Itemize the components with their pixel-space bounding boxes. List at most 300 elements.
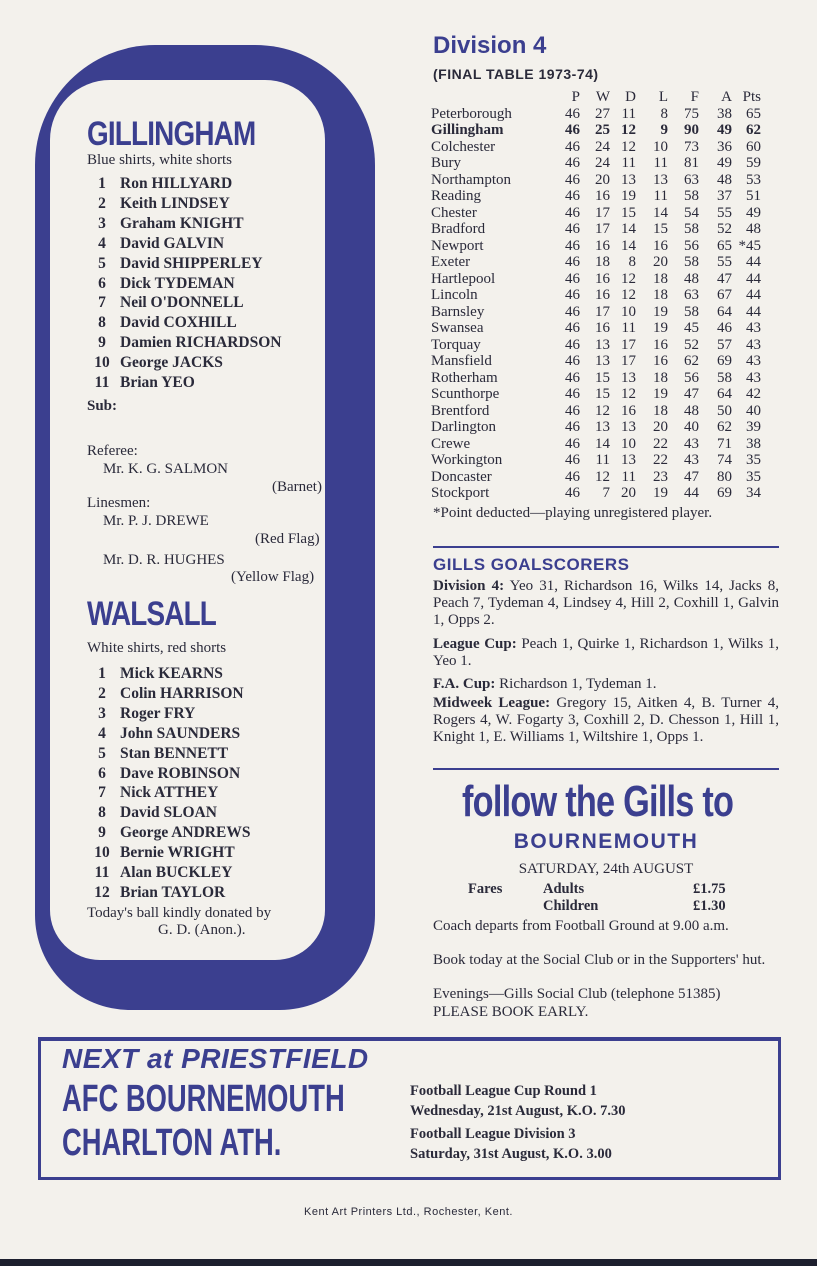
- stat-cell: 34: [746, 485, 761, 501]
- player-name: Colin HARRISON: [120, 684, 244, 702]
- stat-cell: 14: [653, 204, 668, 221]
- stat-cell: 13: [621, 369, 636, 386]
- table-row: [431, 287, 761, 304]
- linesman2-name: Mr. D. R. HUGHES: [103, 552, 225, 568]
- stat-cell: 69: [717, 485, 732, 501]
- stat-cell: 47: [684, 468, 699, 485]
- stat-cell: 65: [746, 105, 761, 122]
- stat-cell: 49: [746, 204, 761, 221]
- table-row: [431, 238, 761, 255]
- walsall-player: [84, 883, 334, 903]
- team-name: Bradford: [431, 221, 486, 237]
- table-row: [431, 304, 761, 321]
- stat-cell: 90: [684, 122, 699, 138]
- player-name: Stan BENNETT: [120, 744, 229, 762]
- player-name: Brian TAYLOR: [120, 883, 226, 901]
- fares-label: Fares: [468, 881, 503, 897]
- stat-cell: 67: [717, 287, 732, 303]
- goals-fa-cup-label: F.A. Cup:: [433, 676, 496, 692]
- stat-cell: 12: [621, 122, 636, 138]
- stat-cell: 48: [717, 171, 732, 188]
- stat-cell: 38: [717, 105, 732, 122]
- stat-cell: 46: [565, 435, 580, 452]
- player-name: Brian YEO: [120, 374, 195, 392]
- player-name: David SHIPPERLEY: [120, 254, 263, 272]
- player-name: George ANDREWS: [120, 824, 251, 842]
- league-table: [431, 89, 761, 502]
- stat-cell: 37: [717, 188, 732, 204]
- stat-cell: 46: [565, 105, 580, 122]
- stat-cell: 56: [684, 237, 699, 254]
- walsall-player: [84, 843, 334, 863]
- stat-cell: 64: [717, 386, 732, 402]
- team-name: Rotherham: [431, 369, 498, 386]
- header-cell: P: [571, 89, 580, 105]
- stat-cell: 16: [595, 237, 610, 254]
- player-name: Ron HILLYARD: [120, 175, 233, 192]
- team-name: Doncaster: [431, 468, 492, 485]
- referee-label: Referee:: [87, 443, 138, 459]
- shirt-number: 5: [98, 744, 106, 762]
- stat-cell: 12: [595, 468, 610, 485]
- table-row: [431, 106, 761, 123]
- stat-cell: 20: [595, 171, 610, 188]
- team-name: Newport: [431, 237, 484, 254]
- stat-cell: 56: [684, 369, 699, 386]
- goals-fa-cup-text: Richardson 1, Tydeman 1.: [499, 676, 657, 692]
- shirt-number: 5: [98, 254, 106, 272]
- player-name: George JACKS: [120, 354, 223, 372]
- shirt-number: 3: [98, 214, 106, 232]
- coach-text: Coach departs from Football Ground at 9.00 a.m.: [433, 918, 729, 934]
- stat-cell: 16: [595, 320, 610, 336]
- stat-cell: 64: [717, 303, 732, 320]
- follow-destination: BOURNEMOUTH: [513, 830, 699, 853]
- walsall-player: [84, 704, 334, 724]
- player-name: Dave ROBINSON: [120, 764, 241, 782]
- team-name: Brentford: [431, 402, 490, 419]
- next-box-top-bar: [38, 1037, 781, 1041]
- divider: [433, 546, 779, 548]
- stat-cell: 12: [621, 138, 636, 155]
- gillingham-kit: Blue shirts, white shorts: [87, 152, 232, 168]
- stat-cell: 17: [595, 303, 610, 320]
- stat-cell: 18: [653, 270, 668, 287]
- stat-cell: 17: [595, 204, 610, 221]
- player-name: Keith LINDSEY: [120, 194, 230, 212]
- team-name: Crewe: [431, 435, 471, 452]
- header-cell: F: [690, 89, 699, 105]
- stat-cell: 46: [565, 171, 580, 188]
- stat-cell: 16: [595, 270, 610, 287]
- stat-cell: 60: [746, 138, 761, 155]
- stat-cell: 46: [565, 155, 580, 171]
- stat-cell: 46: [565, 468, 580, 485]
- header-cell: L: [658, 89, 668, 105]
- division-subtitle: (FINAL TABLE 1973-74): [433, 66, 599, 82]
- walsall-player: [84, 783, 334, 803]
- stat-cell: 46: [565, 336, 580, 353]
- shirt-number: 2: [98, 194, 106, 212]
- stat-cell: 57: [717, 336, 732, 353]
- player-name: Graham KNIGHT: [120, 214, 244, 232]
- stat-cell: 43: [746, 336, 761, 353]
- walsall-player: [84, 863, 334, 883]
- stat-cell: 7: [602, 485, 610, 501]
- gillingham-player: [84, 373, 334, 393]
- children-price: £1.30: [693, 898, 726, 914]
- table-row: [431, 221, 761, 238]
- referee-club: (Barnet): [272, 479, 322, 495]
- stat-cell: 42: [746, 386, 761, 402]
- follow-date: SATURDAY, 24th AUGUST: [518, 861, 694, 877]
- stat-cell: 17: [595, 221, 610, 237]
- stat-cell: 14: [595, 435, 610, 452]
- stat-cell: 58: [684, 303, 699, 320]
- stat-cell: 75: [684, 105, 699, 122]
- stat-cell: 18: [653, 369, 668, 386]
- stat-cell: 19: [653, 485, 668, 501]
- stat-cell: 15: [653, 221, 668, 237]
- stat-cell: 24: [595, 155, 610, 171]
- stat-cell: 24: [595, 138, 610, 155]
- stat-cell: 9: [660, 122, 668, 138]
- adults-price: £1.75: [693, 881, 726, 897]
- shirt-number: 10: [94, 354, 110, 372]
- gillingham-player: [84, 234, 334, 254]
- stat-cell: 14: [621, 221, 636, 237]
- ball-donor: G. D. (Anon.).: [158, 922, 246, 938]
- linesman1-name: Mr. P. J. DREWE: [103, 513, 209, 529]
- ball-note: Today's ball kindly donated by: [87, 905, 272, 921]
- stat-cell: 12: [621, 270, 636, 287]
- player-name: Bernie WRIGHT: [120, 844, 235, 862]
- stat-cell: 43: [684, 452, 699, 468]
- walsall-player: [84, 664, 334, 684]
- goals-midweek: [433, 695, 779, 746]
- stat-cell: 46: [565, 452, 580, 468]
- stat-cell: 18: [653, 402, 668, 419]
- gillingham-player: [84, 274, 334, 294]
- stat-cell: 35: [746, 468, 761, 485]
- stat-cell: 45: [684, 320, 699, 336]
- walsall-player: [84, 803, 334, 823]
- stat-cell: 46: [565, 287, 580, 303]
- stat-cell: 12: [595, 402, 610, 419]
- stat-cell: 15: [595, 386, 610, 402]
- gillingham-player: [84, 214, 334, 234]
- stat-cell: 13: [595, 353, 610, 369]
- player-name: Mick KEARNS: [120, 665, 223, 682]
- shirt-number: 12: [94, 883, 110, 901]
- next-team-2-date: Saturday, 31st August, K.O. 3.00: [410, 1146, 612, 1162]
- stat-cell: 8: [660, 105, 668, 122]
- stat-cell: 19: [653, 386, 668, 402]
- table-row: [431, 337, 761, 354]
- goals-division4: [433, 578, 779, 629]
- stat-cell: 44: [746, 270, 761, 287]
- stat-cell: 18: [595, 254, 610, 270]
- table-row: [431, 139, 761, 156]
- stat-cell: 10: [621, 303, 636, 320]
- header-cell: A: [721, 89, 732, 105]
- stat-cell: 65: [717, 237, 732, 254]
- header-cell: D: [625, 89, 636, 105]
- table-row: [431, 469, 761, 486]
- stat-cell: 73: [684, 138, 699, 155]
- goals-midweek-text: Gregory 15, Aitken 4, B. Turner 4, Rogers 4, W. Fogarty 3, Coxhill 2, D. Chesson 1, Hill 1, Knight 1, E. Williams 1, Wiltshire 1, Opps 1.: [433, 695, 779, 745]
- goals-fa-cup: [433, 676, 779, 693]
- table-row: [431, 436, 761, 453]
- stat-cell: 47: [717, 270, 732, 287]
- stat-cell: 62: [684, 353, 699, 369]
- goals-division4-text: Yeo 31, Richardson 16, Wilks 14, Jacks 8, Peach 7, Tydeman 4, Lindsey 4, Hill 2, Coxhill 1, Galvin 1, Opps 2.: [433, 578, 779, 628]
- walsall-player: [84, 744, 334, 764]
- stat-cell: *45: [738, 237, 761, 254]
- shirt-number: 10: [94, 844, 110, 862]
- shirt-number: 11: [94, 374, 110, 392]
- linesman1-flag: (Red Flag): [255, 531, 320, 547]
- next-title: NEXT at PRIESTFIELD: [62, 1043, 369, 1074]
- table-row: [431, 320, 761, 337]
- stat-cell: 46: [565, 303, 580, 320]
- stat-cell: 46: [565, 402, 580, 419]
- goalscorers-title: GILLS GOALSCORERS: [433, 555, 630, 574]
- shirt-number: 4: [98, 724, 106, 742]
- stat-cell: 46: [565, 221, 580, 237]
- stat-cell: 52: [717, 221, 732, 237]
- gillingham-player: [84, 353, 334, 373]
- gillingham-title: GILLINGHAM: [87, 115, 256, 153]
- stat-cell: 11: [621, 155, 636, 171]
- team-name: Northampton: [431, 171, 511, 188]
- stat-cell: 81: [684, 155, 699, 171]
- stat-cell: 46: [565, 485, 580, 501]
- gillingham-player: [84, 333, 334, 353]
- stat-cell: 11: [653, 155, 668, 171]
- shirt-number: 8: [98, 804, 106, 822]
- team-name: Barnsley: [431, 303, 485, 320]
- shirt-number: 7: [98, 294, 106, 312]
- walsall-player: [84, 724, 334, 744]
- division-title: Division 4: [433, 32, 547, 59]
- stat-cell: 16: [653, 237, 668, 254]
- table-row: [431, 205, 761, 222]
- stat-cell: 22: [653, 452, 668, 468]
- stat-cell: 14: [621, 237, 636, 254]
- stat-cell: 46: [565, 369, 580, 386]
- stat-cell: 44: [746, 287, 761, 303]
- stat-cell: 63: [684, 171, 699, 188]
- stat-cell: 44: [746, 254, 761, 270]
- walsall-title: WALSALL: [87, 595, 216, 633]
- team-name: Colchester: [431, 138, 496, 155]
- stat-cell: 46: [565, 386, 580, 402]
- stat-cell: 18: [653, 287, 668, 303]
- stat-cell: 58: [684, 254, 699, 270]
- stat-cell: 16: [595, 188, 610, 204]
- walsall-player: [84, 823, 334, 843]
- stat-cell: 17: [621, 353, 636, 369]
- player-name: Alan BUCKLEY: [120, 864, 233, 882]
- shirt-number: 3: [98, 704, 106, 722]
- shirt-number: 9: [98, 824, 106, 842]
- player-name: David SLOAN: [120, 804, 217, 822]
- shirt-number: 6: [98, 274, 106, 292]
- next-team-1-date: Wednesday, 21st August, K.O. 7.30: [410, 1103, 626, 1119]
- stat-cell: 22: [653, 435, 668, 452]
- table-row: [431, 370, 761, 387]
- stat-cell: 20: [653, 419, 668, 435]
- walsall-player: [84, 764, 334, 784]
- stat-cell: 8: [628, 254, 636, 270]
- stat-cell: 46: [565, 320, 580, 336]
- header-cell: W: [595, 89, 610, 105]
- stat-cell: 39: [746, 419, 761, 435]
- stat-cell: 46: [565, 237, 580, 254]
- stat-cell: 43: [684, 435, 699, 452]
- gillingham-player: [84, 194, 334, 214]
- sub-label: Sub:: [87, 398, 118, 414]
- shirt-number: 2: [98, 684, 106, 702]
- stat-cell: 43: [746, 353, 761, 369]
- league-table-header: [431, 89, 761, 106]
- referee-name: Mr. K. G. SALMON: [103, 461, 229, 477]
- shirt-number: 7: [98, 784, 106, 802]
- header-team: [431, 89, 548, 106]
- please-text: PLEASE BOOK EARLY.: [433, 1004, 589, 1020]
- printer-credit: Kent Art Printers Ltd., Rochester, Kent.: [304, 1206, 513, 1218]
- shirt-number: 6: [98, 764, 106, 782]
- stat-cell: 13: [621, 171, 636, 188]
- table-row: [431, 485, 761, 502]
- stat-cell: 19: [653, 303, 668, 320]
- team-name: Peterborough: [431, 105, 512, 122]
- shirt-number: 1: [98, 175, 106, 192]
- stat-cell: 51: [746, 188, 761, 204]
- team-name: Chester: [431, 204, 477, 221]
- stat-cell: 46: [565, 138, 580, 155]
- stat-cell: 71: [717, 435, 732, 452]
- stat-cell: 80: [717, 468, 732, 485]
- follow-title: follow the Gills to: [462, 777, 734, 826]
- stat-cell: 15: [621, 204, 636, 221]
- player-name: Nick ATTHEY: [120, 784, 219, 802]
- stat-cell: 11: [621, 320, 636, 336]
- table-footnote: *Point deducted—playing unregistered player.: [433, 505, 713, 521]
- stat-cell: 43: [746, 369, 761, 386]
- stat-cell: 11: [621, 105, 636, 122]
- stat-cell: 13: [595, 336, 610, 353]
- stat-cell: 49: [717, 155, 732, 171]
- stat-cell: 35: [746, 452, 761, 468]
- shirt-number: 4: [98, 234, 106, 252]
- stat-cell: 20: [653, 254, 668, 270]
- linesmen-label: Linesmen:: [87, 495, 151, 511]
- next-team-2: CHARLTON ATH.: [62, 1122, 282, 1164]
- table-row: [431, 419, 761, 436]
- stat-cell: 40: [746, 402, 761, 419]
- next-team-1-competition: Football League Cup Round 1: [410, 1083, 597, 1099]
- table-row: [431, 403, 761, 420]
- stat-cell: 15: [595, 369, 610, 386]
- team-name: Workington: [431, 452, 503, 468]
- team-name: Stockport: [431, 485, 490, 501]
- team-name: Hartlepool: [431, 270, 496, 287]
- stat-cell: 12: [621, 287, 636, 303]
- team-name: Swansea: [431, 320, 484, 336]
- walsall-player: [84, 684, 334, 704]
- stat-cell: 58: [717, 369, 732, 386]
- stat-cell: 11: [653, 188, 668, 204]
- stat-cell: 20: [621, 485, 636, 501]
- page-bottom-edge: [0, 1259, 817, 1266]
- team-name: Exeter: [431, 254, 471, 270]
- stat-cell: 16: [621, 402, 636, 419]
- stat-cell: 16: [653, 336, 668, 353]
- stat-cell: 13: [621, 452, 636, 468]
- stat-cell: 62: [717, 419, 732, 435]
- stat-cell: 63: [684, 287, 699, 303]
- stat-cell: 54: [684, 204, 699, 221]
- table-row: [431, 172, 761, 189]
- stat-cell: 69: [717, 353, 732, 369]
- walsall-kit: White shirts, red shorts: [87, 640, 227, 656]
- gillingham-player-list: [84, 174, 334, 393]
- linesman2-flag: (Yellow Flag): [231, 569, 315, 585]
- player-name: Roger FRY: [120, 704, 196, 722]
- stat-cell: 27: [595, 105, 610, 122]
- adults-label: Adults: [543, 881, 585, 897]
- stat-cell: 50: [717, 402, 732, 419]
- stat-cell: 10: [621, 435, 636, 452]
- stat-cell: 46: [565, 419, 580, 435]
- divider: [433, 768, 779, 770]
- stat-cell: 47: [684, 386, 699, 402]
- stat-cell: 46: [565, 270, 580, 287]
- goals-league-cup: [433, 636, 779, 670]
- team-name: Reading: [431, 188, 481, 204]
- table-row: [431, 271, 761, 288]
- player-name: Damien RICHARDSON: [120, 334, 282, 352]
- stat-cell: 46: [717, 320, 732, 336]
- stat-cell: 13: [595, 419, 610, 435]
- stat-cell: 40: [684, 419, 699, 435]
- gillingham-player: [84, 313, 334, 333]
- children-label: Children: [543, 898, 599, 914]
- next-team-2-competition: Football League Division 3: [410, 1126, 576, 1142]
- shirt-number: 1: [98, 665, 106, 682]
- table-row: [431, 254, 761, 271]
- team-name: Gillingham: [431, 122, 504, 138]
- stat-cell: 46: [565, 204, 580, 221]
- stat-cell: 23: [653, 468, 668, 485]
- stat-cell: 48: [684, 270, 699, 287]
- stat-cell: 11: [621, 468, 636, 485]
- stat-cell: 62: [746, 122, 761, 138]
- player-name: David GALVIN: [120, 234, 225, 252]
- stat-cell: 55: [717, 254, 732, 270]
- gillingham-player: [84, 254, 334, 274]
- stat-cell: 52: [684, 336, 699, 353]
- stat-cell: 38: [746, 435, 761, 452]
- stat-cell: 44: [746, 303, 761, 320]
- player-name: David COXHILL: [120, 314, 237, 332]
- next-team-1: AFC BOURNEMOUTH: [62, 1078, 345, 1120]
- stat-cell: 59: [746, 155, 761, 171]
- table-row: [431, 386, 761, 403]
- goals-midweek-label: Midweek League:: [433, 695, 551, 711]
